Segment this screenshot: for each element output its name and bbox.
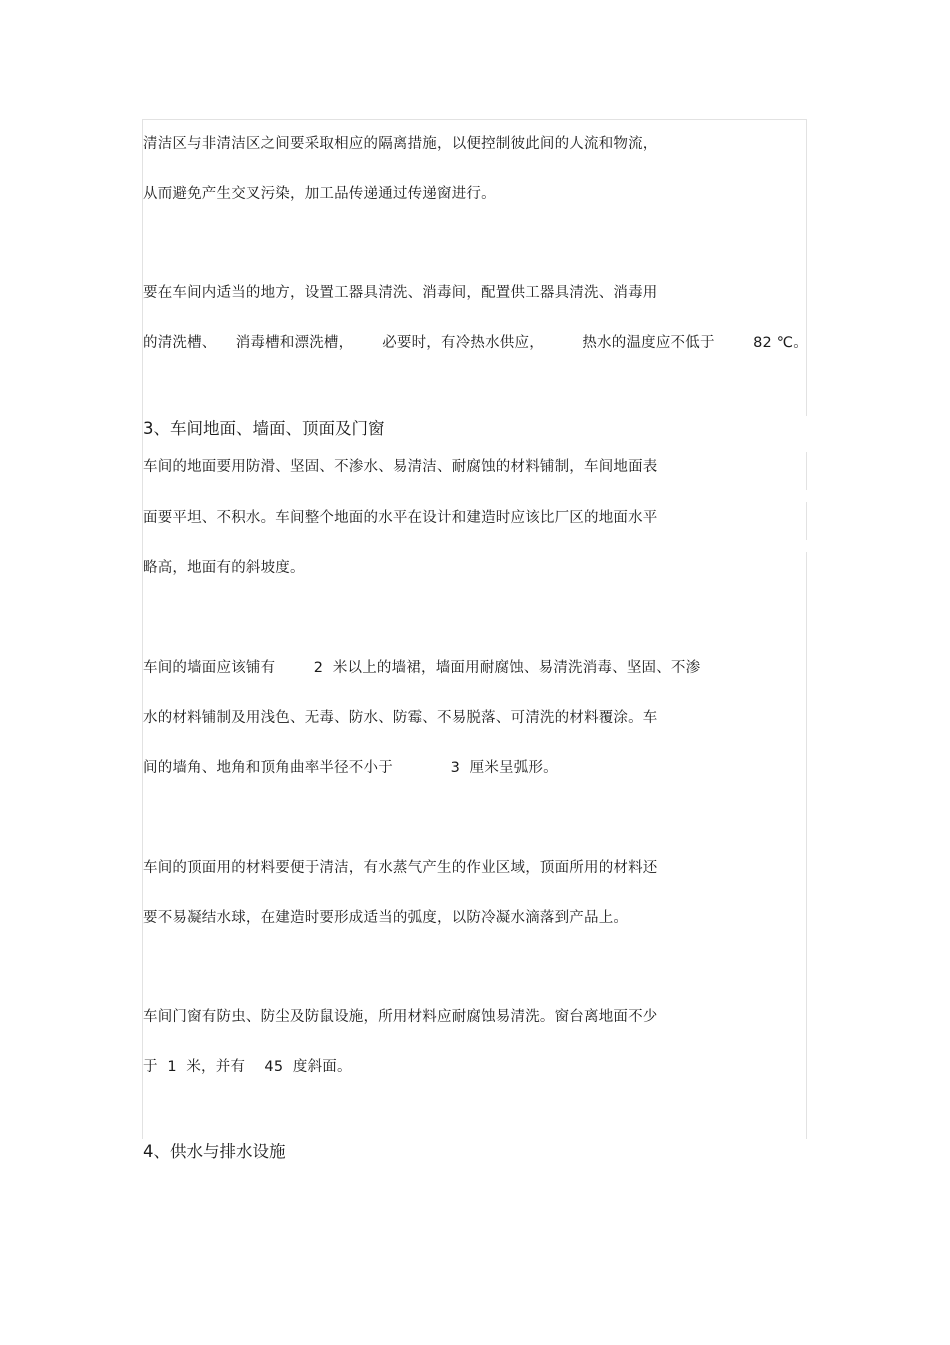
paragraph-line: 于 1 米，并有 45 度斜面。 xyxy=(143,1059,352,1075)
paragraph-line: 要不易凝结水球，在建造时要形成适当的弧度，以防冷凝水滴落到产品上。 xyxy=(143,910,629,926)
paragraph-line: 车间的墙面应该铺有 2 米以上的墙裙，墙面用耐腐蚀、易清洗消毒、坚固、不渗 xyxy=(143,660,701,676)
paragraph-line: 要在车间内适当的地方，设置工器具清洗、消毒间，配置供工器具清洗、消毒用 xyxy=(143,285,658,301)
paragraph-line: 车间的顶面用的材料要便于清洁，有水蒸气产生的作业区域，顶面所用的材料还 xyxy=(143,860,658,876)
paragraph-line: 的清洗槽、 消毒槽和漂洗槽， 必要时，有冷热水供应， 热水的温度应不低于 82 ℃。 xyxy=(143,335,808,351)
paragraph-line: 车间门窗有防虫、防尘及防鼠设施，所用材料应耐腐蚀易清洗。窗台离地面不少 xyxy=(143,1009,658,1025)
frame-right-line-4 xyxy=(806,552,807,1139)
section-heading: 4、供水与排水设施 xyxy=(143,1142,286,1161)
paragraph-line: 面要平坦、不积水。车间整个地面的水平在设计和建造时应该比厂区的地面水平 xyxy=(143,510,658,526)
paragraph-line: 水的材料铺制及用浅色、无毒、防水、防霉、不易脱落、可清洗的材料覆涂。车 xyxy=(143,710,658,726)
frame-left-line xyxy=(142,119,143,1139)
paragraph-line: 清洁区与非清洁区之间要采取相应的隔离措施，以便控制彼此间的人流和物流， xyxy=(143,136,658,152)
paragraph-line: 间的墙角、地角和顶角曲率半径不小于 3 厘米呈弧形。 xyxy=(143,760,558,776)
frame-right-line-1 xyxy=(806,119,807,416)
paragraph-line: 车间的地面要用防滑、坚固、不渗水、易清洁、耐腐蚀的材料铺制，车间地面表 xyxy=(143,459,658,475)
frame-right-line-3 xyxy=(806,502,807,540)
paragraph-line: 从而避免产生交叉污染，加工品传递通过传递窗进行。 xyxy=(143,186,496,202)
frame-right-line-2 xyxy=(806,452,807,490)
frame-top-line xyxy=(142,119,807,120)
paragraph-line: 略高，地面有的斜坡度。 xyxy=(143,560,305,576)
section-heading: 3、车间地面、墙面、顶面及门窗 xyxy=(143,419,385,438)
